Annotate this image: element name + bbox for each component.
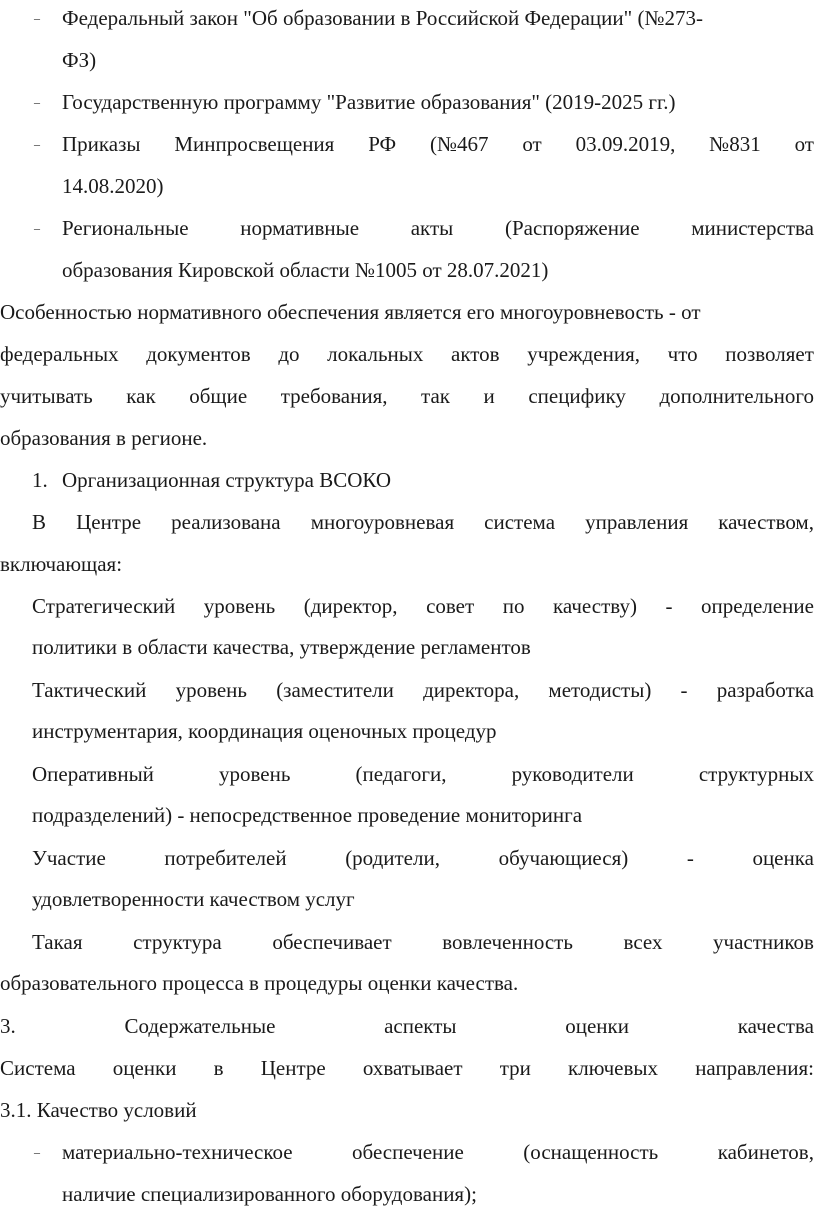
word: определение [701, 594, 814, 618]
word: - [686, 846, 694, 870]
word: система [484, 510, 556, 534]
paragraph-line [32, 512, 814, 533]
word: методисты) [548, 678, 652, 702]
word: до [278, 342, 300, 366]
paragraph-line [0, 386, 814, 407]
subsection-title: 3.1. Качество условий [0, 1098, 197, 1122]
paragraph-line: образования в регионе. [0, 426, 208, 450]
word: - [680, 678, 688, 702]
word: Участие [32, 846, 106, 870]
word: уровень [175, 678, 247, 702]
word: Тактический [32, 678, 147, 702]
level-line: политики в области качества, утверждение регламентов [32, 635, 531, 659]
bullet-marker: – [34, 1145, 40, 1159]
word: уровень [219, 762, 291, 786]
list-item-line: образования Кировской области №1005 от 28.07.2021) [62, 258, 549, 282]
word: от [522, 132, 542, 156]
word: требования, [280, 384, 388, 408]
word: так [421, 384, 450, 408]
section-title: Организационная структура ВСОКО [62, 468, 392, 492]
word: по [502, 594, 525, 618]
bullet-marker: – [34, 11, 40, 25]
word: что [667, 342, 698, 366]
list-item-line [62, 218, 814, 239]
level-line [32, 596, 814, 617]
word: управления [585, 510, 689, 534]
word: общие [189, 384, 248, 408]
bullet-marker: – [34, 95, 40, 109]
word: и [483, 384, 495, 408]
word: качеством, [718, 510, 814, 534]
paragraph-line [32, 932, 814, 953]
word: участников [713, 930, 814, 954]
word: Приказы [62, 132, 141, 156]
level-line [32, 680, 814, 701]
word: обеспечивает [272, 930, 392, 954]
word: (заместители [276, 678, 394, 702]
word: вовлеченность [442, 930, 573, 954]
word: 03.09.2019, [575, 132, 676, 156]
list-item-line: наличие специализированного оборудования); [62, 1182, 477, 1206]
word: реализована [171, 510, 281, 534]
section-number: 1. [32, 468, 48, 492]
level-line: удовлетворенности качеством услуг [32, 887, 355, 911]
word: Такая [32, 930, 83, 954]
list-item-line: Федеральный закон "Об образовании в Российской Федерации" (№273- [62, 6, 703, 30]
word: руководители [511, 762, 634, 786]
bullet-marker: – [34, 137, 40, 151]
word: направления: [695, 1056, 814, 1080]
word: от [794, 132, 814, 156]
word: учитывать [0, 384, 93, 408]
word: ключевых [568, 1056, 659, 1080]
word: три [499, 1056, 531, 1080]
list-item-line: 14.08.2020) [62, 174, 164, 198]
word: совет [426, 594, 475, 618]
word: позволяет [725, 342, 814, 366]
word: оценка [752, 846, 814, 870]
word: обучающиеся) [498, 846, 629, 870]
word: структура [133, 930, 222, 954]
word: (№467 [429, 132, 489, 156]
word: разработка [716, 678, 814, 702]
word: Центре [260, 1056, 326, 1080]
paragraph-system [0, 1058, 814, 1079]
word: учреждения, [527, 342, 641, 366]
word: директора, [423, 678, 520, 702]
level-line [32, 848, 814, 869]
word: федеральных [0, 342, 119, 366]
word: Центре [76, 510, 142, 534]
list-item-line [62, 1142, 814, 1163]
word: аспекты [384, 1014, 457, 1038]
word: нормативные [240, 216, 360, 240]
word: Система [0, 1056, 76, 1080]
word: (родители, [345, 846, 440, 870]
word: материально-техническое [62, 1140, 293, 1164]
level-line: подразделений) - непосредственное проведение мониторинга [32, 803, 583, 827]
word: специфику [528, 384, 626, 408]
word: (директор, [303, 594, 398, 618]
word: всех [623, 930, 663, 954]
bullet-marker: – [34, 221, 40, 235]
section-heading [0, 1016, 814, 1037]
word: Стратегический [32, 594, 176, 618]
word: оценки [112, 1056, 177, 1080]
level-line: инструментария, координация оценочных процедур [32, 719, 497, 743]
word: акты [410, 216, 454, 240]
word: документов [146, 342, 251, 366]
word: обеспечение [352, 1140, 464, 1164]
word: в [213, 1056, 224, 1080]
word: охватывает [362, 1056, 463, 1080]
list-item-line: Государственную программу "Развитие образования" (2019-2025 гг.) [62, 90, 676, 114]
word: Содержательные [124, 1014, 276, 1038]
word: (оснащенность [523, 1140, 659, 1164]
word: качества [737, 1014, 814, 1038]
word: многоуровневая [310, 510, 455, 534]
word: №831 [709, 132, 761, 156]
paragraph-line: включающая: [0, 552, 123, 576]
word: Минпросвещения [174, 132, 335, 156]
word: министерства [691, 216, 814, 240]
word: В [32, 510, 47, 534]
word: 3. [0, 1014, 16, 1038]
word: Оперативный [32, 762, 154, 786]
word: (Распоряжение [504, 216, 640, 240]
word: - [665, 594, 673, 618]
word: уровень [203, 594, 276, 618]
paragraph-line: образовательного процесса в процедуры оценки качества. [0, 971, 519, 995]
word: актов [451, 342, 500, 366]
word: качеству) [553, 594, 637, 618]
paragraph-line: Особенностью нормативного обеспечения является его многоуровневость - от [0, 300, 701, 324]
list-item-line [62, 134, 814, 155]
word: дополнительного [659, 384, 814, 408]
word: (педагоги, [355, 762, 447, 786]
word: локальных [327, 342, 424, 366]
word: кабинетов, [717, 1140, 814, 1164]
word: Региональные [62, 216, 189, 240]
list-item-line: ФЗ) [62, 48, 97, 72]
word: оценки [565, 1014, 629, 1038]
word: потребителей [164, 846, 287, 870]
word: структурных [698, 762, 814, 786]
paragraph-line [0, 344, 814, 365]
level-line [32, 764, 814, 785]
word: РФ [368, 132, 397, 156]
word: как [126, 384, 156, 408]
